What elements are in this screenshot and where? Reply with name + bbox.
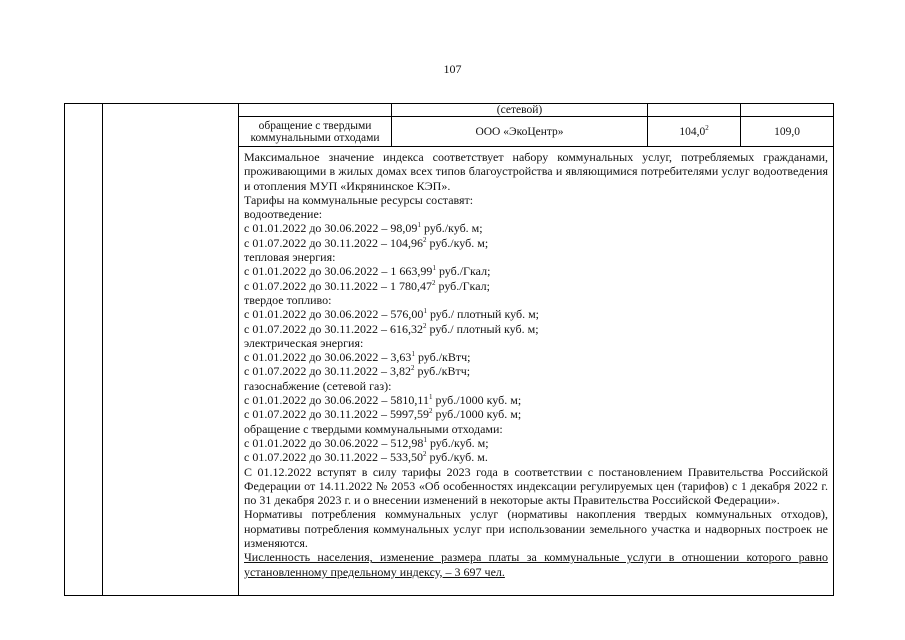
table-row-divider-2 bbox=[238, 146, 834, 147]
max-index-note: Максимальное значение индекса соответствует набору коммунальных услуг, потребляемых гражданами, проживающими в жилых домах всех типов благоустройства и являющимися потребителями услуг водоотведения и отопления МУП «Икрянинское КЭП». bbox=[244, 150, 828, 193]
tariffs-2023-note: С 01.12.2022 вступят в силу тарифы 2023 года в соответствии с постановлением Правительства Российской Федерации от 14.11.2022 № 2053 «Об особенностях индексации регулируемых цен (тарифов) с 1 декабря 2022 г. по 31 декабря 2023 г. и о внесении изменений в некоторые акты Правительства Российской Федерации». bbox=[244, 464, 828, 508]
tariff-line-unit: руб./куб. м. bbox=[426, 450, 488, 465]
tariff-line bbox=[244, 436, 828, 450]
tariff-group-title: обращение с твердыми коммунальными отходами: bbox=[244, 421, 503, 436]
tariff-line bbox=[244, 407, 828, 421]
tariff-line-unit: руб./1000 куб. м; bbox=[432, 407, 522, 422]
tariff-groups bbox=[244, 207, 828, 464]
tariff-line-footnote: 2 bbox=[423, 321, 427, 330]
tariff-line-unit: руб./1000 куб. м; bbox=[432, 393, 522, 408]
tariff-line-value: с 01.01.2022 до 30.06.2022 – 98,09 bbox=[244, 221, 418, 236]
tariff-line-value: с 01.07.2022 до 30.11.2022 – 1 780,47 bbox=[244, 278, 432, 293]
tariff-group-title: электрическая энергия: bbox=[244, 335, 364, 350]
tariff-group-title: водоотведение: bbox=[244, 207, 323, 222]
tariff-group-title: твердое топливо: bbox=[244, 292, 332, 307]
tariff-line-value: с 01.07.2022 до 30.11.2022 – 5997,59 bbox=[244, 407, 429, 422]
tariff-line-footnote: 1 bbox=[417, 221, 421, 230]
tariff-line bbox=[244, 450, 828, 464]
tariff-line-unit: руб./Гкал; bbox=[435, 278, 490, 293]
table-col-divider-5 bbox=[740, 103, 741, 147]
tariff-line-footnote: 1 bbox=[432, 264, 436, 273]
tariff-line-value: с 01.07.2022 до 30.11.2022 – 616,32 bbox=[244, 321, 423, 336]
tariff-line-unit: руб./ плотный куб. м; bbox=[426, 307, 539, 322]
service-name-line-2: коммунальными отходами bbox=[250, 132, 380, 144]
value-cell bbox=[648, 126, 740, 138]
provider-cell: ООО «ЭкоЦентр» bbox=[475, 126, 564, 138]
tariff-line-footnote: 2 bbox=[411, 364, 415, 373]
table-row-divider-1 bbox=[238, 116, 834, 117]
service-name-line-1: обращение с твердыми bbox=[258, 120, 372, 132]
page-number: 107 bbox=[443, 62, 462, 76]
tariff-line-footnote: 2 bbox=[423, 235, 427, 244]
tariff-line-value: с 01.01.2022 до 30.06.2022 – 5810,11 bbox=[244, 393, 429, 408]
provider-cell-top: (сетевой) bbox=[496, 104, 543, 116]
tariff-line bbox=[244, 350, 828, 364]
main-text bbox=[244, 150, 828, 579]
tariff-line-value: с 01.01.2022 до 30.06.2022 – 1 663,99 bbox=[244, 264, 433, 279]
tariff-line bbox=[244, 221, 828, 235]
index-cell: 109,0 bbox=[774, 126, 800, 138]
tariff-line-value: с 01.07.2022 до 30.11.2022 – 3,82 bbox=[244, 364, 411, 379]
population-note: Численность населения, изменение размера платы за коммунальные услуги в отношении которого равно установленному предельному индексу, – 3 697 чел. bbox=[244, 550, 828, 579]
table-col-divider-2 bbox=[238, 103, 239, 596]
service-name-cell bbox=[239, 120, 391, 144]
tariff-line bbox=[244, 322, 828, 336]
tariff-line-unit: руб./кВтч; bbox=[414, 350, 471, 365]
tariff-line-value: с 01.01.2022 до 30.06.2022 – 576,00 bbox=[244, 307, 424, 322]
tariff-line-value: с 01.07.2022 до 30.11.2022 – 533,50 bbox=[244, 450, 423, 465]
tariff-line-footnote: 2 bbox=[423, 450, 427, 459]
table-border-right bbox=[833, 103, 834, 596]
tariff-line-value: с 01.01.2022 до 30.06.2022 – 3,63 bbox=[244, 350, 412, 365]
tariff-line-footnote: 1 bbox=[429, 393, 433, 402]
tariff-line-unit: руб./куб. м; bbox=[420, 221, 483, 236]
tariff-line-unit: руб./куб. м; bbox=[426, 235, 489, 250]
tariff-line bbox=[244, 393, 828, 407]
tariff-line-footnote: 1 bbox=[423, 435, 427, 444]
tariff-group-title: тепловая энергия: bbox=[244, 250, 336, 265]
table-col-divider-1 bbox=[102, 103, 103, 596]
tariff-line bbox=[244, 236, 828, 250]
tariff-line bbox=[244, 307, 828, 321]
tariff-line-footnote: 1 bbox=[411, 350, 415, 359]
tariff-line bbox=[244, 279, 828, 293]
tariff-line-value: с 01.07.2022 до 30.11.2022 – 104,96 bbox=[244, 235, 423, 250]
table-border-bottom bbox=[64, 595, 834, 596]
table-border-left bbox=[64, 103, 65, 596]
tariff-line-footnote: 2 bbox=[429, 407, 433, 416]
tariff-line bbox=[244, 364, 828, 378]
tariff-line-unit: руб./ плотный куб. м; bbox=[426, 321, 539, 336]
tariff-group-title: газоснабжение (сетевой газ): bbox=[244, 378, 392, 393]
tariff-line-value: с 01.01.2022 до 30.06.2022 – 512,98 bbox=[244, 435, 424, 450]
tariff-line bbox=[244, 264, 828, 278]
tariff-line-footnote: 2 bbox=[432, 278, 436, 287]
tariff-line-unit: руб./кВтч; bbox=[414, 364, 471, 379]
tariff-line-unit: руб./Гкал; bbox=[435, 264, 491, 279]
tariff-line-footnote: 1 bbox=[423, 307, 427, 316]
value-footnote: 2 bbox=[705, 124, 709, 132]
tariffs-intro: Тарифы на коммунальные ресурсы составят: bbox=[244, 192, 474, 207]
tariff-line-unit: руб./куб. м; bbox=[426, 435, 489, 450]
value-number: 104,0 bbox=[679, 126, 706, 138]
norms-note: Нормативы потребления коммунальных услуг (нормативы накопления твердых коммунальных отходов), нормативы потребления коммунальных услуг при использовании земельного участка и надворных построек не изменяются. bbox=[244, 507, 828, 551]
table-col-divider-4 bbox=[647, 103, 648, 147]
